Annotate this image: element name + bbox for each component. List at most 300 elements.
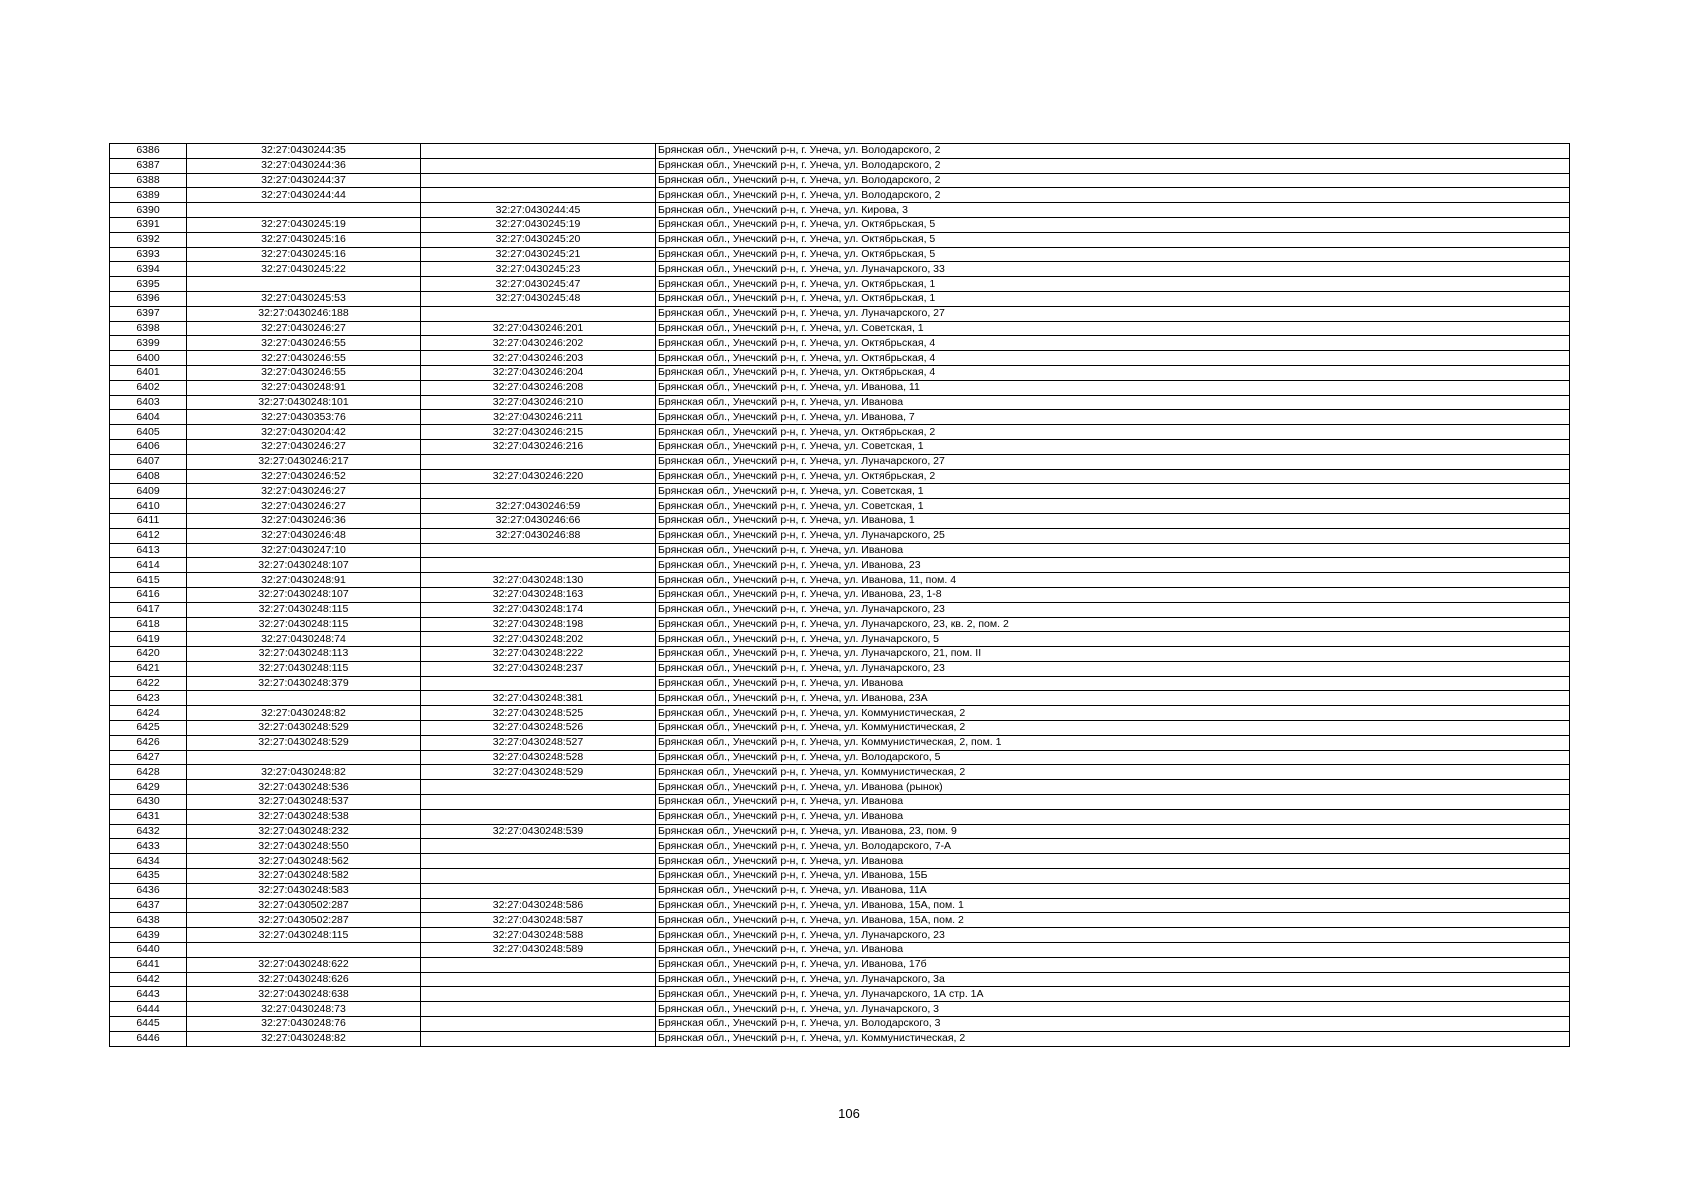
address-cell: Брянская обл., Унечский р-н, г. Унеча, ул. Коммунистическая, 2 xyxy=(656,1031,1570,1046)
cadastral-table xyxy=(109,143,1570,1047)
table-row xyxy=(110,173,1570,188)
old-cadastral-number-cell: 32:27:0430246:27 xyxy=(187,484,421,499)
old-cadastral-number-cell: 32:27:0430248:73 xyxy=(187,1002,421,1017)
address-cell: Брянская обл., Унечский р-н, г. Унеча, ул. Иванова, 15А, пом. 1 xyxy=(656,898,1570,913)
table-row xyxy=(110,809,1570,824)
address-cell: Брянская обл., Унечский р-н, г. Унеча, ул. Луначарского, 3а xyxy=(656,972,1570,987)
address-cell: Брянская обл., Унечский р-н, г. Унеча, ул. Иванова, 17б xyxy=(656,957,1570,972)
address-cell: Брянская обл., Унечский р-н, г. Унеча, ул. Советская, 1 xyxy=(656,499,1570,514)
new-cadastral-number-cell: 32:27:0430246:216 xyxy=(421,439,656,454)
table-row xyxy=(110,158,1570,173)
address-cell: Брянская обл., Унечский р-н, г. Унеча, ул. Иванова xyxy=(656,795,1570,810)
address-cell: Брянская обл., Унечский р-н, г. Унеча, ул. Луначарского, 27 xyxy=(656,454,1570,469)
row-number-cell: 6409 xyxy=(110,484,187,499)
row-number-cell: 6423 xyxy=(110,691,187,706)
row-number-cell: 6444 xyxy=(110,1002,187,1017)
new-cadastral-number-cell xyxy=(421,1017,656,1032)
address-cell: Брянская обл., Унечский р-н, г. Унеча, ул. Коммунистическая, 2 xyxy=(656,706,1570,721)
table-row xyxy=(110,277,1570,292)
row-number-cell: 6407 xyxy=(110,454,187,469)
address-cell: Брянская обл., Унечский р-н, г. Унеча, ул. Октябрьская, 1 xyxy=(656,291,1570,306)
new-cadastral-number-cell xyxy=(421,972,656,987)
table-row xyxy=(110,750,1570,765)
new-cadastral-number-cell: 32:27:0430248:381 xyxy=(421,691,656,706)
address-cell: Брянская обл., Унечский р-н, г. Унеча, ул. Иванова, 23 xyxy=(656,558,1570,573)
table-row xyxy=(110,469,1570,484)
table-row xyxy=(110,1002,1570,1017)
table-row xyxy=(110,735,1570,750)
table-row xyxy=(110,528,1570,543)
table-row xyxy=(110,691,1570,706)
new-cadastral-number-cell: 32:27:0430248:130 xyxy=(421,573,656,588)
row-number-cell: 6405 xyxy=(110,425,187,440)
address-cell: Брянская обл., Унечский р-н, г. Унеча, ул. Октябрьская, 5 xyxy=(656,247,1570,262)
table-row xyxy=(110,898,1570,913)
old-cadastral-number-cell: 32:27:0430248:537 xyxy=(187,795,421,810)
address-cell: Брянская обл., Унечский р-н, г. Унеча, ул. Иванова, 23, пом. 9 xyxy=(656,824,1570,839)
row-number-cell: 6387 xyxy=(110,158,187,173)
row-number-cell: 6428 xyxy=(110,765,187,780)
table-row xyxy=(110,617,1570,632)
table-row xyxy=(110,869,1570,884)
row-number-cell: 6441 xyxy=(110,957,187,972)
row-number-cell: 6419 xyxy=(110,632,187,647)
table-row xyxy=(110,765,1570,780)
old-cadastral-number-cell: 32:27:0430248:115 xyxy=(187,602,421,617)
address-cell: Брянская обл., Унечский р-н, г. Унеча, ул. Луначарского, 25 xyxy=(656,528,1570,543)
row-number-cell: 6412 xyxy=(110,528,187,543)
row-number-cell: 6391 xyxy=(110,217,187,232)
table-row xyxy=(110,573,1570,588)
table-row xyxy=(110,839,1570,854)
row-number-cell: 6399 xyxy=(110,336,187,351)
old-cadastral-number-cell: 32:27:0430248:379 xyxy=(187,676,421,691)
old-cadastral-number-cell: 32:27:0430248:538 xyxy=(187,809,421,824)
new-cadastral-number-cell: 32:27:0430245:20 xyxy=(421,232,656,247)
row-number-cell: 6424 xyxy=(110,706,187,721)
address-cell: Брянская обл., Унечский р-н, г. Унеча, ул. Октябрьская, 4 xyxy=(656,336,1570,351)
old-cadastral-number-cell xyxy=(187,691,421,706)
new-cadastral-number-cell: 32:27:0430248:527 xyxy=(421,735,656,750)
address-cell: Брянская обл., Унечский р-н, г. Унеча, ул. Иванова xyxy=(656,676,1570,691)
address-cell: Брянская обл., Унечский р-н, г. Унеча, ул. Советская, 1 xyxy=(656,321,1570,336)
new-cadastral-number-cell: 32:27:0430248:526 xyxy=(421,721,656,736)
new-cadastral-number-cell: 32:27:0430248:163 xyxy=(421,587,656,602)
new-cadastral-number-cell xyxy=(421,987,656,1002)
address-cell: Брянская обл., Унечский р-н, г. Унеча, ул. Луначарского, 23 xyxy=(656,661,1570,676)
table-row xyxy=(110,883,1570,898)
row-number-cell: 6443 xyxy=(110,987,187,1002)
new-cadastral-number-cell xyxy=(421,173,656,188)
address-cell: Брянская обл., Унечский р-н, г. Унеча, ул. Луначарского, 33 xyxy=(656,262,1570,277)
old-cadastral-number-cell: 32:27:0430248:82 xyxy=(187,706,421,721)
row-number-cell: 6394 xyxy=(110,262,187,277)
address-cell: Брянская обл., Унечский р-н, г. Унеча, ул. Володарского, 5 xyxy=(656,750,1570,765)
address-cell: Брянская обл., Унечский р-н, г. Унеча, ул. Иванова xyxy=(656,395,1570,410)
row-number-cell: 6392 xyxy=(110,232,187,247)
address-cell: Брянская обл., Унечский р-н, г. Унеча, ул. Иванова, 23, 1-8 xyxy=(656,587,1570,602)
page-number: 106 xyxy=(838,1106,860,1121)
row-number-cell: 6396 xyxy=(110,291,187,306)
new-cadastral-number-cell: 32:27:0430245:23 xyxy=(421,262,656,277)
new-cadastral-number-cell xyxy=(421,957,656,972)
old-cadastral-number-cell: 32:27:0430245:16 xyxy=(187,247,421,262)
row-number-cell: 6438 xyxy=(110,913,187,928)
old-cadastral-number-cell: 32:27:0430248:529 xyxy=(187,735,421,750)
table-row xyxy=(110,262,1570,277)
table-row xyxy=(110,943,1570,958)
new-cadastral-number-cell xyxy=(421,144,656,159)
row-number-cell: 6415 xyxy=(110,573,187,588)
table-row xyxy=(110,439,1570,454)
table-row xyxy=(110,380,1570,395)
address-cell: Брянская обл., Унечский р-н, г. Унеча, ул. Луначарского, 23, кв. 2, пом. 2 xyxy=(656,617,1570,632)
old-cadastral-number-cell: 32:27:0430246:217 xyxy=(187,454,421,469)
row-number-cell: 6425 xyxy=(110,721,187,736)
table-row xyxy=(110,484,1570,499)
old-cadastral-number-cell xyxy=(187,203,421,218)
table-row xyxy=(110,558,1570,573)
row-number-cell: 6389 xyxy=(110,188,187,203)
new-cadastral-number-cell xyxy=(421,543,656,558)
row-number-cell: 6402 xyxy=(110,380,187,395)
old-cadastral-number-cell: 32:27:0430246:55 xyxy=(187,351,421,366)
address-cell: Брянская обл., Унечский р-н, г. Унеча, ул. Октябрьская, 2 xyxy=(656,469,1570,484)
address-cell: Брянская обл., Унечский р-н, г. Унеча, ул. Иванова xyxy=(656,543,1570,558)
row-number-cell: 6416 xyxy=(110,587,187,602)
table-row xyxy=(110,365,1570,380)
table-row xyxy=(110,587,1570,602)
address-cell: Брянская обл., Унечский р-н, г. Унеча, ул. Луначарского, 27 xyxy=(656,306,1570,321)
table-row xyxy=(110,203,1570,218)
table-row xyxy=(110,854,1570,869)
row-number-cell: 6435 xyxy=(110,869,187,884)
row-number-cell: 6445 xyxy=(110,1017,187,1032)
table-row xyxy=(110,602,1570,617)
row-number-cell: 6426 xyxy=(110,735,187,750)
old-cadastral-number-cell: 32:27:0430248:82 xyxy=(187,1031,421,1046)
address-cell: Брянская обл., Унечский р-н, г. Унеча, ул. Иванова (рынок) xyxy=(656,780,1570,795)
old-cadastral-number-cell: 32:27:0430248:76 xyxy=(187,1017,421,1032)
table-row xyxy=(110,454,1570,469)
row-number-cell: 6436 xyxy=(110,883,187,898)
table-row xyxy=(110,913,1570,928)
row-number-cell: 6442 xyxy=(110,972,187,987)
address-cell: Брянская обл., Унечский р-н, г. Унеча, ул. Иванова, 11 xyxy=(656,380,1570,395)
old-cadastral-number-cell: 32:27:0430244:36 xyxy=(187,158,421,173)
new-cadastral-number-cell: 32:27:0430248:588 xyxy=(421,928,656,943)
table-row xyxy=(110,499,1570,514)
table-row xyxy=(110,632,1570,647)
table-row xyxy=(110,247,1570,262)
new-cadastral-number-cell xyxy=(421,854,656,869)
new-cadastral-number-cell: 32:27:0430248:587 xyxy=(421,913,656,928)
old-cadastral-number-cell: 32:27:0430248:91 xyxy=(187,573,421,588)
address-cell: Брянская обл., Унечский р-н, г. Унеча, ул. Луначарского, 23 xyxy=(656,928,1570,943)
table-row xyxy=(110,513,1570,528)
new-cadastral-number-cell: 32:27:0430246:204 xyxy=(421,365,656,380)
old-cadastral-number-cell xyxy=(187,943,421,958)
old-cadastral-number-cell: 32:27:0430248:529 xyxy=(187,721,421,736)
row-number-cell: 6429 xyxy=(110,780,187,795)
new-cadastral-number-cell: 32:27:0430246:215 xyxy=(421,425,656,440)
address-cell: Брянская обл., Унечский р-н, г. Унеча, ул. Володарского, 2 xyxy=(656,144,1570,159)
new-cadastral-number-cell: 32:27:0430248:528 xyxy=(421,750,656,765)
old-cadastral-number-cell: 32:27:0430246:27 xyxy=(187,321,421,336)
new-cadastral-number-cell xyxy=(421,484,656,499)
old-cadastral-number-cell: 32:27:0430248:107 xyxy=(187,587,421,602)
new-cadastral-number-cell xyxy=(421,306,656,321)
old-cadastral-number-cell: 32:27:0430502:287 xyxy=(187,913,421,928)
old-cadastral-number-cell: 32:27:0430244:37 xyxy=(187,173,421,188)
old-cadastral-number-cell: 32:27:0430245:16 xyxy=(187,232,421,247)
row-number-cell: 6406 xyxy=(110,439,187,454)
address-cell: Брянская обл., Унечский р-н, г. Унеча, ул. Октябрьская, 4 xyxy=(656,351,1570,366)
address-cell: Брянская обл., Унечский р-н, г. Унеча, ул. Иванова, 1 xyxy=(656,513,1570,528)
row-number-cell: 6395 xyxy=(110,277,187,292)
new-cadastral-number-cell: 32:27:0430246:66 xyxy=(421,513,656,528)
new-cadastral-number-cell xyxy=(421,780,656,795)
new-cadastral-number-cell: 32:27:0430245:21 xyxy=(421,247,656,262)
row-number-cell: 6410 xyxy=(110,499,187,514)
row-number-cell: 6439 xyxy=(110,928,187,943)
table-row xyxy=(110,188,1570,203)
address-cell: Брянская обл., Унечский р-н, г. Унеча, ул. Володарского, 2 xyxy=(656,173,1570,188)
table-row xyxy=(110,425,1570,440)
new-cadastral-number-cell: 32:27:0430248:202 xyxy=(421,632,656,647)
new-cadastral-number-cell: 32:27:0430245:47 xyxy=(421,277,656,292)
old-cadastral-number-cell: 32:27:0430248:583 xyxy=(187,883,421,898)
table-row xyxy=(110,780,1570,795)
old-cadastral-number-cell: 32:27:0430246:55 xyxy=(187,336,421,351)
row-number-cell: 6411 xyxy=(110,513,187,528)
row-number-cell: 6422 xyxy=(110,676,187,691)
old-cadastral-number-cell: 32:27:0430248:101 xyxy=(187,395,421,410)
old-cadastral-number-cell xyxy=(187,750,421,765)
table-row xyxy=(110,721,1570,736)
old-cadastral-number-cell: 32:27:0430246:48 xyxy=(187,528,421,543)
address-cell: Брянская обл., Унечский р-н, г. Унеча, ул. Советская, 1 xyxy=(656,439,1570,454)
old-cadastral-number-cell: 32:27:0430248:622 xyxy=(187,957,421,972)
row-number-cell: 6432 xyxy=(110,824,187,839)
old-cadastral-number-cell: 32:27:0430248:638 xyxy=(187,987,421,1002)
new-cadastral-number-cell: 32:27:0430248:539 xyxy=(421,824,656,839)
address-cell: Брянская обл., Унечский р-н, г. Унеча, ул. Иванова, 11А xyxy=(656,883,1570,898)
table-row xyxy=(110,795,1570,810)
old-cadastral-number-cell: 32:27:0430248:550 xyxy=(187,839,421,854)
table-row xyxy=(110,1017,1570,1032)
row-number-cell: 6433 xyxy=(110,839,187,854)
row-number-cell: 6408 xyxy=(110,469,187,484)
table-row xyxy=(110,661,1570,676)
address-cell: Брянская обл., Унечский р-н, г. Унеча, ул. Володарского, 3 xyxy=(656,1017,1570,1032)
table-row xyxy=(110,395,1570,410)
table-row xyxy=(110,321,1570,336)
table-row xyxy=(110,987,1570,1002)
address-cell: Брянская обл., Унечский р-н, г. Унеча, ул. Кирова, 3 xyxy=(656,203,1570,218)
new-cadastral-number-cell: 32:27:0430248:529 xyxy=(421,765,656,780)
row-number-cell: 6420 xyxy=(110,647,187,662)
table-row xyxy=(110,410,1570,425)
row-number-cell: 6386 xyxy=(110,144,187,159)
new-cadastral-number-cell: 32:27:0430248:222 xyxy=(421,647,656,662)
new-cadastral-number-cell: 32:27:0430248:237 xyxy=(421,661,656,676)
row-number-cell: 6440 xyxy=(110,943,187,958)
row-number-cell: 6401 xyxy=(110,365,187,380)
old-cadastral-number-cell: 32:27:0430248:115 xyxy=(187,661,421,676)
table-row xyxy=(110,957,1570,972)
old-cadastral-number-cell: 32:27:0430502:287 xyxy=(187,898,421,913)
row-number-cell: 6421 xyxy=(110,661,187,676)
old-cadastral-number-cell: 32:27:0430248:536 xyxy=(187,780,421,795)
address-cell: Брянская обл., Унечский р-н, г. Унеча, ул. Луначарского, 1А стр. 1А xyxy=(656,987,1570,1002)
table-row xyxy=(110,706,1570,721)
old-cadastral-number-cell: 32:27:0430248:232 xyxy=(187,824,421,839)
new-cadastral-number-cell xyxy=(421,869,656,884)
new-cadastral-number-cell: 32:27:0430246:59 xyxy=(421,499,656,514)
row-number-cell: 6393 xyxy=(110,247,187,262)
row-number-cell: 6403 xyxy=(110,395,187,410)
address-cell: Брянская обл., Унечский р-н, г. Унеча, ул. Коммунистическая, 2 xyxy=(656,765,1570,780)
old-cadastral-number-cell: 32:27:0430248:626 xyxy=(187,972,421,987)
row-number-cell: 6400 xyxy=(110,351,187,366)
new-cadastral-number-cell xyxy=(421,188,656,203)
old-cadastral-number-cell: 32:27:0430245:22 xyxy=(187,262,421,277)
old-cadastral-number-cell: 32:27:0430246:52 xyxy=(187,469,421,484)
old-cadastral-number-cell: 32:27:0430244:44 xyxy=(187,188,421,203)
new-cadastral-number-cell: 32:27:0430248:198 xyxy=(421,617,656,632)
row-number-cell: 6417 xyxy=(110,602,187,617)
old-cadastral-number-cell: 32:27:0430248:115 xyxy=(187,928,421,943)
table-row xyxy=(110,351,1570,366)
address-cell: Брянская обл., Унечский р-н, г. Унеча, ул. Октябрьская, 1 xyxy=(656,277,1570,292)
new-cadastral-number-cell xyxy=(421,795,656,810)
row-number-cell: 6404 xyxy=(110,410,187,425)
new-cadastral-number-cell: 32:27:0430248:586 xyxy=(421,898,656,913)
row-number-cell: 6414 xyxy=(110,558,187,573)
address-cell: Брянская обл., Унечский р-н, г. Унеча, ул. Октябрьская, 5 xyxy=(656,217,1570,232)
address-cell: Брянская обл., Унечский р-н, г. Унеча, ул. Иванова xyxy=(656,809,1570,824)
row-number-cell: 6434 xyxy=(110,854,187,869)
address-cell: Брянская обл., Унечский р-н, г. Унеча, ул. Володарского, 7-А xyxy=(656,839,1570,854)
new-cadastral-number-cell xyxy=(421,839,656,854)
old-cadastral-number-cell: 32:27:0430248:91 xyxy=(187,380,421,395)
row-number-cell: 6397 xyxy=(110,306,187,321)
row-number-cell: 6398 xyxy=(110,321,187,336)
old-cadastral-number-cell: 32:27:0430244:35 xyxy=(187,144,421,159)
new-cadastral-number-cell: 32:27:0430248:525 xyxy=(421,706,656,721)
new-cadastral-number-cell: 32:27:0430246:210 xyxy=(421,395,656,410)
new-cadastral-number-cell xyxy=(421,809,656,824)
new-cadastral-number-cell: 32:27:0430246:208 xyxy=(421,380,656,395)
old-cadastral-number-cell xyxy=(187,277,421,292)
table-row xyxy=(110,1031,1570,1046)
row-number-cell: 6430 xyxy=(110,795,187,810)
row-number-cell: 6413 xyxy=(110,543,187,558)
old-cadastral-number-cell: 32:27:0430248:107 xyxy=(187,558,421,573)
new-cadastral-number-cell: 32:27:0430244:45 xyxy=(421,203,656,218)
address-cell: Брянская обл., Унечский р-н, г. Унеча, ул. Луначарского, 23 xyxy=(656,602,1570,617)
table-row xyxy=(110,232,1570,247)
address-cell: Брянская обл., Унечский р-н, г. Унеча, ул. Иванова, 15Б xyxy=(656,869,1570,884)
table-row xyxy=(110,647,1570,662)
old-cadastral-number-cell: 32:27:0430246:27 xyxy=(187,439,421,454)
address-cell: Брянская обл., Унечский р-н, г. Унеча, ул. Иванова, 23А xyxy=(656,691,1570,706)
new-cadastral-number-cell xyxy=(421,676,656,691)
address-cell: Брянская обл., Унечский р-н, г. Унеча, ул. Коммунистическая, 2, пом. 1 xyxy=(656,735,1570,750)
old-cadastral-number-cell: 32:27:0430245:53 xyxy=(187,291,421,306)
address-cell: Брянская обл., Унечский р-н, г. Унеча, ул. Володарского, 2 xyxy=(656,158,1570,173)
address-cell: Брянская обл., Унечский р-н, г. Унеча, ул. Луначарского, 21, пом. II xyxy=(656,647,1570,662)
old-cadastral-number-cell: 32:27:0430248:562 xyxy=(187,854,421,869)
address-cell: Брянская обл., Унечский р-н, г. Унеча, ул. Луначарского, 5 xyxy=(656,632,1570,647)
new-cadastral-number-cell: 32:27:0430248:589 xyxy=(421,943,656,958)
new-cadastral-number-cell xyxy=(421,158,656,173)
new-cadastral-number-cell: 32:27:0430246:203 xyxy=(421,351,656,366)
address-cell: Брянская обл., Унечский р-н, г. Унеча, ул. Иванова xyxy=(656,854,1570,869)
old-cadastral-number-cell: 32:27:0430246:55 xyxy=(187,365,421,380)
table-row xyxy=(110,217,1570,232)
old-cadastral-number-cell: 32:27:0430248:582 xyxy=(187,869,421,884)
old-cadastral-number-cell: 32:27:0430353:76 xyxy=(187,410,421,425)
row-number-cell: 6431 xyxy=(110,809,187,824)
new-cadastral-number-cell: 32:27:0430246:220 xyxy=(421,469,656,484)
old-cadastral-number-cell: 32:27:0430248:113 xyxy=(187,647,421,662)
row-number-cell: 6427 xyxy=(110,750,187,765)
row-number-cell: 6388 xyxy=(110,173,187,188)
new-cadastral-number-cell xyxy=(421,558,656,573)
row-number-cell: 6437 xyxy=(110,898,187,913)
address-cell: Брянская обл., Унечский р-н, г. Унеча, ул. Октябрьская, 5 xyxy=(656,232,1570,247)
table-row xyxy=(110,291,1570,306)
new-cadastral-number-cell: 32:27:0430245:19 xyxy=(421,217,656,232)
new-cadastral-number-cell: 32:27:0430245:48 xyxy=(421,291,656,306)
row-number-cell: 6390 xyxy=(110,203,187,218)
table-row xyxy=(110,928,1570,943)
old-cadastral-number-cell: 32:27:0430248:115 xyxy=(187,617,421,632)
new-cadastral-number-cell xyxy=(421,1031,656,1046)
table-row xyxy=(110,336,1570,351)
new-cadastral-number-cell xyxy=(421,1002,656,1017)
address-cell: Брянская обл., Унечский р-н, г. Унеча, ул. Октябрьская, 4 xyxy=(656,365,1570,380)
address-cell: Брянская обл., Унечский р-н, г. Унеча, ул. Советская, 1 xyxy=(656,484,1570,499)
table-row xyxy=(110,824,1570,839)
old-cadastral-number-cell: 32:27:0430246:188 xyxy=(187,306,421,321)
old-cadastral-number-cell: 32:27:0430204:42 xyxy=(187,425,421,440)
address-cell: Брянская обл., Унечский р-н, г. Унеча, ул. Иванова, 11, пом. 4 xyxy=(656,573,1570,588)
row-number-cell: 6446 xyxy=(110,1031,187,1046)
old-cadastral-number-cell: 32:27:0430246:36 xyxy=(187,513,421,528)
address-cell: Брянская обл., Унечский р-н, г. Унеча, ул. Иванова, 7 xyxy=(656,410,1570,425)
table-body xyxy=(110,144,1570,1047)
table-row xyxy=(110,972,1570,987)
old-cadastral-number-cell: 32:27:0430247:10 xyxy=(187,543,421,558)
address-cell: Брянская обл., Унечский р-н, г. Унеча, ул. Луначарского, 3 xyxy=(656,1002,1570,1017)
table-row xyxy=(110,676,1570,691)
old-cadastral-number-cell: 32:27:0430245:19 xyxy=(187,217,421,232)
row-number-cell: 6418 xyxy=(110,617,187,632)
table-row xyxy=(110,144,1570,159)
new-cadastral-number-cell: 32:27:0430246:201 xyxy=(421,321,656,336)
address-cell: Брянская обл., Унечский р-н, г. Унеча, ул. Коммунистическая, 2 xyxy=(656,721,1570,736)
new-cadastral-number-cell xyxy=(421,883,656,898)
table-row xyxy=(110,306,1570,321)
old-cadastral-number-cell: 32:27:0430248:74 xyxy=(187,632,421,647)
new-cadastral-number-cell: 32:27:0430246:202 xyxy=(421,336,656,351)
address-cell: Брянская обл., Унечский р-н, г. Унеча, ул. Иванова xyxy=(656,943,1570,958)
old-cadastral-number-cell: 32:27:0430248:82 xyxy=(187,765,421,780)
table-row xyxy=(110,543,1570,558)
